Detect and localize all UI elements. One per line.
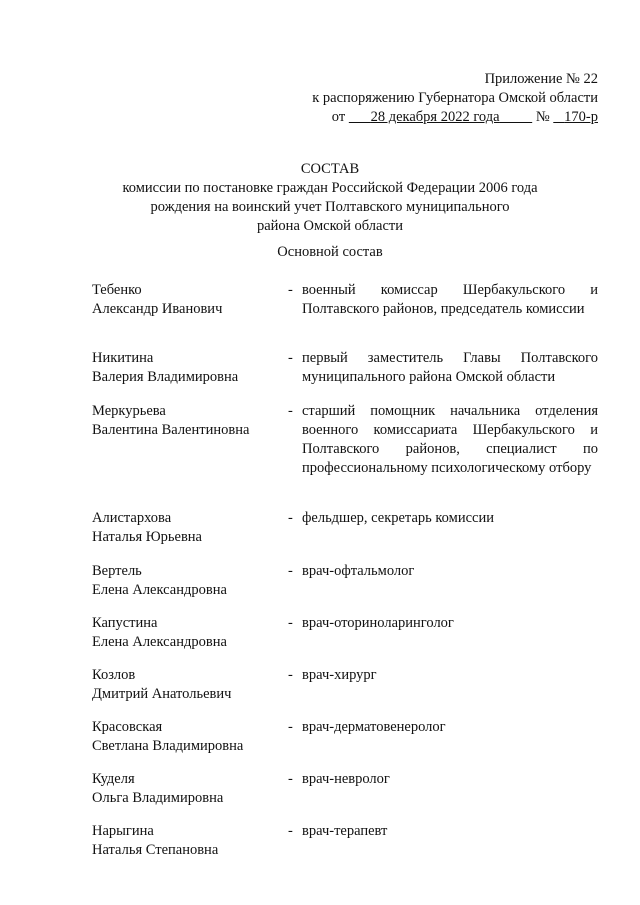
member-name: Красовская Светлана Владимировна: [92, 719, 244, 754]
member-dash: -: [288, 667, 293, 683]
member-name: Куделя Ольга Владимировна: [92, 771, 224, 806]
title-line-2: рождения на воинский учет Полтавского муниципального: [150, 199, 510, 215]
member-name: Меркурьева Валентина Валентиновна: [92, 403, 250, 438]
member-row: [92, 770, 598, 808]
appendix-number: Приложение № 22: [484, 71, 598, 87]
member-role: военный комиссар Шербакульского и Полтавского районов, председатель комиссии: [302, 282, 598, 317]
member-name: Нарыгина Наталья Степановна: [92, 823, 219, 858]
member-row: [92, 822, 598, 860]
member-dash: -: [288, 823, 293, 839]
title-line-1: комиссии по постановке граждан Российской Федерации 2006 года: [122, 180, 538, 196]
member-row: [92, 281, 598, 319]
member-row: [92, 614, 598, 652]
appendix-date-line: [278, 108, 598, 127]
member-row: [92, 349, 598, 387]
member-role: первый заместитель Главы Полтавского муниципального района Омской области: [302, 350, 598, 385]
member-row: [92, 718, 598, 756]
member-row: [92, 509, 598, 547]
member-role: врач-офтальмолог: [302, 563, 415, 579]
member-role: старший помощник начальника отделения военного комиссариата Шербакульского и Полтавского районов, специалист по профессиональному психологическому отбору: [302, 403, 598, 476]
member-role: врач-дерматовенеролог: [302, 719, 446, 735]
member-role: врач-оториноларинголог: [302, 615, 454, 631]
member-name: Козлов Дмитрий Анатольевич: [92, 667, 232, 702]
member-dash: -: [288, 615, 293, 631]
section-title: Основной состав: [277, 244, 383, 260]
member-role: фельдшер, секретарь комиссии: [302, 510, 494, 526]
member-dash: -: [288, 719, 293, 735]
from-label: от: [331, 109, 346, 125]
member-name: Алистархова Наталья Юрьевна: [92, 510, 202, 545]
number-label: №: [535, 109, 550, 125]
member-role: врач-хирург: [302, 667, 377, 683]
title-heading: СОСТАВ: [300, 161, 360, 177]
member-name: Никитина Валерия Владимировна: [92, 350, 239, 385]
member-row: [92, 562, 598, 600]
member-dash: -: [288, 563, 293, 579]
member-row: [92, 666, 598, 704]
member-name: Вертель Елена Александровна: [92, 563, 227, 598]
member-dash: -: [288, 403, 293, 419]
member-row: [92, 402, 598, 478]
member-role: врач-невролог: [302, 771, 390, 787]
member-dash: -: [288, 510, 293, 526]
order-number: 170-р: [564, 109, 598, 125]
member-name: Капустина Елена Александровна: [92, 615, 227, 650]
member-dash: -: [288, 771, 293, 787]
order-date: 28 декабря 2022 года: [370, 109, 500, 125]
member-role: врач-терапевт: [302, 823, 388, 839]
member-dash: -: [288, 350, 293, 366]
appendix-header: [278, 70, 598, 127]
appendix-order-reference: к распоряжению Губернатора Омской области: [312, 90, 598, 106]
member-dash: -: [288, 282, 293, 298]
member-name: Тебенко Александр Иванович: [92, 282, 223, 317]
document-title: [80, 160, 580, 236]
title-line-3: района Омской области: [256, 218, 403, 234]
